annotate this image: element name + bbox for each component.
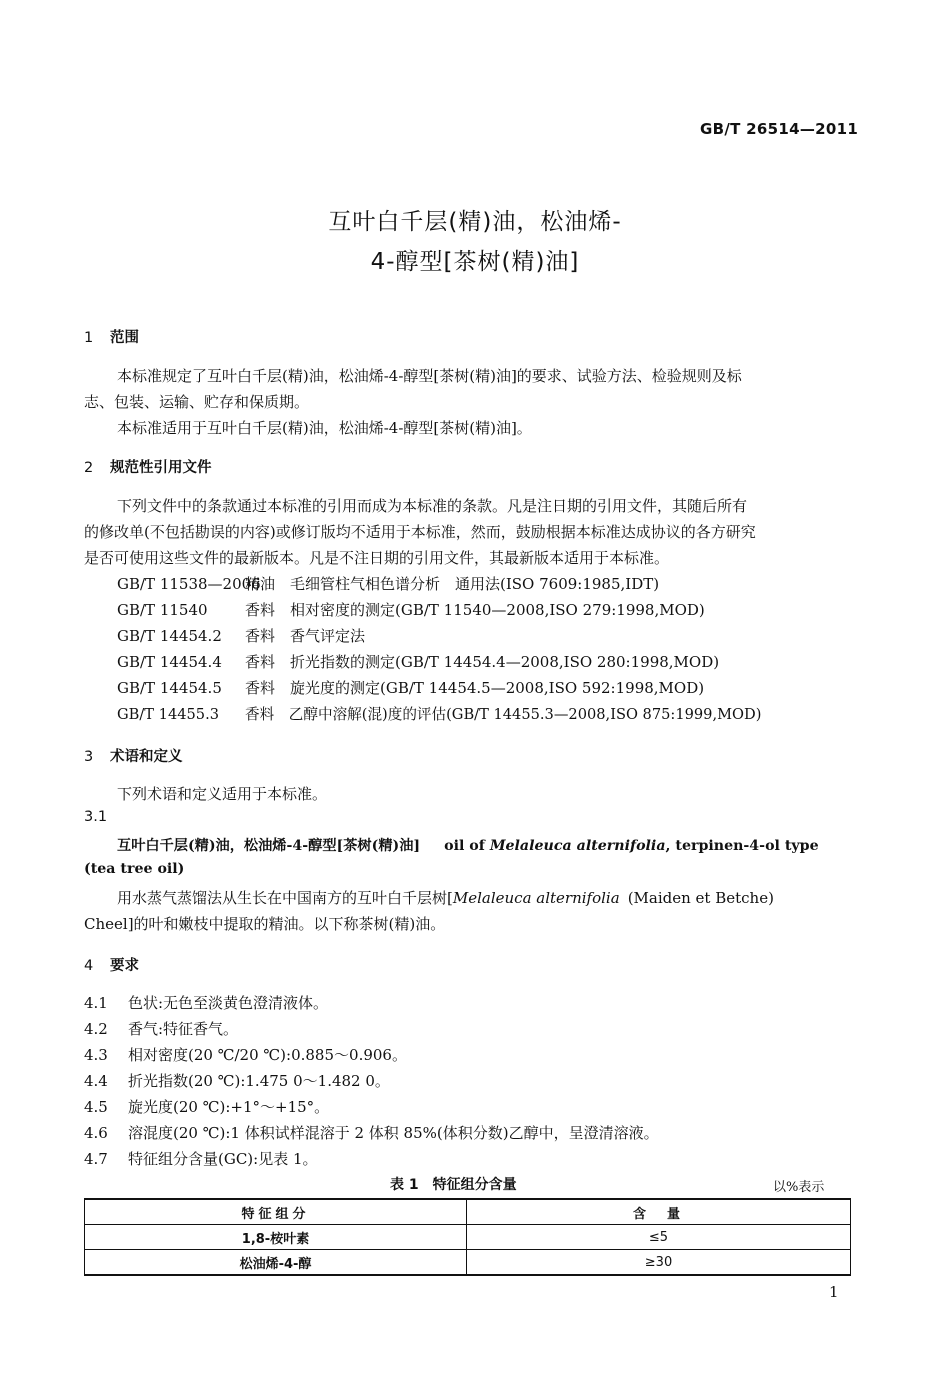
reference-code: GB/T 11538—2006 bbox=[117, 575, 261, 593]
requirement-item bbox=[84, 1122, 659, 1143]
term-chinese: 互叶白千层(精)油，松油烯-4-醇型[茶树(精)油] bbox=[117, 838, 421, 854]
item-number: 4.4 bbox=[84, 1072, 108, 1090]
section-title: 要求 bbox=[110, 958, 139, 974]
paragraph: 本标准规定了互叶白千层(精)油，松油烯-4-醇型[茶树(精)油]的要求、试验方法、检验规则及标 bbox=[117, 367, 742, 385]
term-english-species: Melaleuca alternifolia bbox=[489, 838, 666, 854]
table-unit-note: 以%表示 bbox=[773, 1180, 825, 1195]
definition-species: Melaleuca alternifolia bbox=[452, 889, 620, 907]
paragraph: 是否可使用这些文件的最新版本。凡是不注日期的引用文件，其最新版本适用于本标准。 bbox=[84, 549, 670, 567]
page-number: 1 bbox=[829, 1283, 839, 1301]
item-number: 4.3 bbox=[84, 1046, 108, 1064]
subsection-number: 3.1 bbox=[84, 809, 108, 825]
reference-title: 香料 相对密度的测定(GB/T 11540—2008,ISO 279:1998,MOD) bbox=[245, 601, 705, 619]
term-english-type: , terpinen-4-ol type bbox=[665, 838, 819, 854]
table-row bbox=[85, 1250, 851, 1276]
table-cell: ≤5 bbox=[467, 1225, 851, 1250]
item-number: 4.7 bbox=[84, 1150, 108, 1168]
term-entry bbox=[117, 835, 819, 855]
requirement-item bbox=[84, 1096, 329, 1117]
reference-title: 香料 折光指数的测定(GB/T 14454.4—2008,ISO 280:1998,MOD) bbox=[245, 653, 720, 671]
section-number: 3 bbox=[84, 749, 94, 765]
definition-authority: (Maiden et Betche) bbox=[627, 889, 774, 907]
document-title-line-1: 互叶白千层(精)油，松油烯- bbox=[328, 209, 622, 235]
section-number: 2 bbox=[84, 460, 94, 476]
item-text: 相对密度(20 ℃/20 ℃):0.885～0.906。 bbox=[128, 1046, 407, 1064]
table-cell: 松油烯-4-醇 bbox=[85, 1250, 467, 1276]
term-english-alias: (tea tree oil) bbox=[84, 861, 185, 877]
item-text: 色状:无色至淡黄色澄清液体。 bbox=[128, 994, 329, 1012]
reference-code: GB/T 11540 bbox=[117, 601, 208, 619]
section-title: 范围 bbox=[110, 330, 139, 346]
reference-code: GB/T 14454.2 bbox=[117, 627, 222, 645]
item-text: 溶混度(20 ℃):1 体积试样混溶于 2 体积 85%(体积分数)乙醇中，呈澄清溶液。 bbox=[128, 1124, 659, 1142]
reference-item bbox=[117, 703, 761, 724]
table-header-row bbox=[85, 1199, 851, 1225]
requirement-item bbox=[84, 992, 328, 1013]
section-title: 规范性引用文件 bbox=[110, 460, 212, 476]
reference-item bbox=[117, 573, 659, 594]
item-number: 4.2 bbox=[84, 1020, 108, 1038]
section-number: 1 bbox=[84, 330, 94, 346]
term-english: oil of bbox=[444, 838, 490, 854]
reference-item bbox=[117, 625, 365, 646]
paragraph: 下列术语和定义适用于本标准。 bbox=[117, 785, 328, 803]
paragraph: 本标准适用于互叶白千层(精)油，松油烯-4-醇型[茶树(精)油]。 bbox=[117, 419, 532, 437]
table-cell: ≥30 bbox=[467, 1250, 851, 1276]
item-text: 香气:特征香气。 bbox=[128, 1020, 239, 1038]
paragraph: 下列文件中的条款通过本标准的引用而成为本标准的条款。凡是注日期的引用文件，其随后所有 bbox=[117, 497, 748, 515]
definition-continued: Cheel]的叶和嫩枝中提取的精油。以下称茶树(精)油。 bbox=[84, 915, 446, 933]
item-text: 特征组分含量(GC):见表 1。 bbox=[128, 1150, 318, 1168]
requirement-item bbox=[84, 1044, 407, 1065]
document-title-line-2: 4-醇型[茶树(精)油] bbox=[370, 249, 580, 275]
item-number: 4.1 bbox=[84, 994, 108, 1012]
requirement-item bbox=[84, 1070, 390, 1091]
section-2-heading bbox=[84, 456, 212, 477]
reference-title: 香料 乙醇中溶解(混)度的评估(GB/T 14455.3—2008,ISO 875:1999,MOD) bbox=[245, 706, 762, 723]
table-row bbox=[85, 1225, 851, 1250]
definition bbox=[117, 887, 774, 908]
standard-code: GB/T 26514—2011 bbox=[700, 120, 859, 138]
reference-code: GB/T 14455.3 bbox=[117, 706, 220, 723]
reference-item bbox=[117, 599, 705, 620]
reference-code: GB/T 14454.5 bbox=[117, 679, 222, 697]
table-caption: 表 1 特征组分含量 bbox=[390, 1177, 517, 1193]
reference-title: 香料 香气评定法 bbox=[245, 627, 366, 645]
reference-item bbox=[117, 677, 704, 698]
section-4-heading bbox=[84, 954, 139, 975]
section-1-heading bbox=[84, 326, 139, 347]
table-header-cell: 特征组分 bbox=[85, 1199, 467, 1225]
requirement-item bbox=[84, 1148, 318, 1169]
reference-title: 精油 毛细管柱气相色谱分析 通用法(ISO 7609:1985,IDT) bbox=[245, 575, 660, 593]
definition-text: 用水蒸气蒸馏法从生长在中国南方的互叶白千层树[ bbox=[117, 889, 453, 907]
section-title: 术语和定义 bbox=[110, 749, 183, 765]
reference-item bbox=[117, 651, 719, 672]
item-number: 4.5 bbox=[84, 1098, 108, 1116]
section-3-heading bbox=[84, 745, 183, 766]
item-text: 折光指数(20 ℃):1.475 0～1.482 0。 bbox=[128, 1072, 390, 1090]
section-number: 4 bbox=[84, 958, 94, 974]
table-header-cell: 含 量 bbox=[467, 1199, 851, 1225]
item-number: 4.6 bbox=[84, 1124, 108, 1142]
table-cell: 1,8-桉叶素 bbox=[85, 1225, 467, 1250]
paragraph: 志、包装、运输、贮存和保质期。 bbox=[84, 393, 310, 411]
reference-code: GB/T 14454.4 bbox=[117, 653, 222, 671]
reference-title: 香料 旋光度的测定(GB/T 14454.5—2008,ISO 592:1998,MOD) bbox=[245, 679, 705, 697]
paragraph: 的修改单(不包括勘误的内容)或修订版均不适用于本标准，然而，鼓励根据本标准达成协议的各方研究 bbox=[84, 523, 756, 541]
table-1 bbox=[84, 1198, 851, 1276]
item-text: 旋光度(20 ℃):+1°～+15°。 bbox=[128, 1098, 330, 1116]
requirement-item bbox=[84, 1018, 238, 1039]
